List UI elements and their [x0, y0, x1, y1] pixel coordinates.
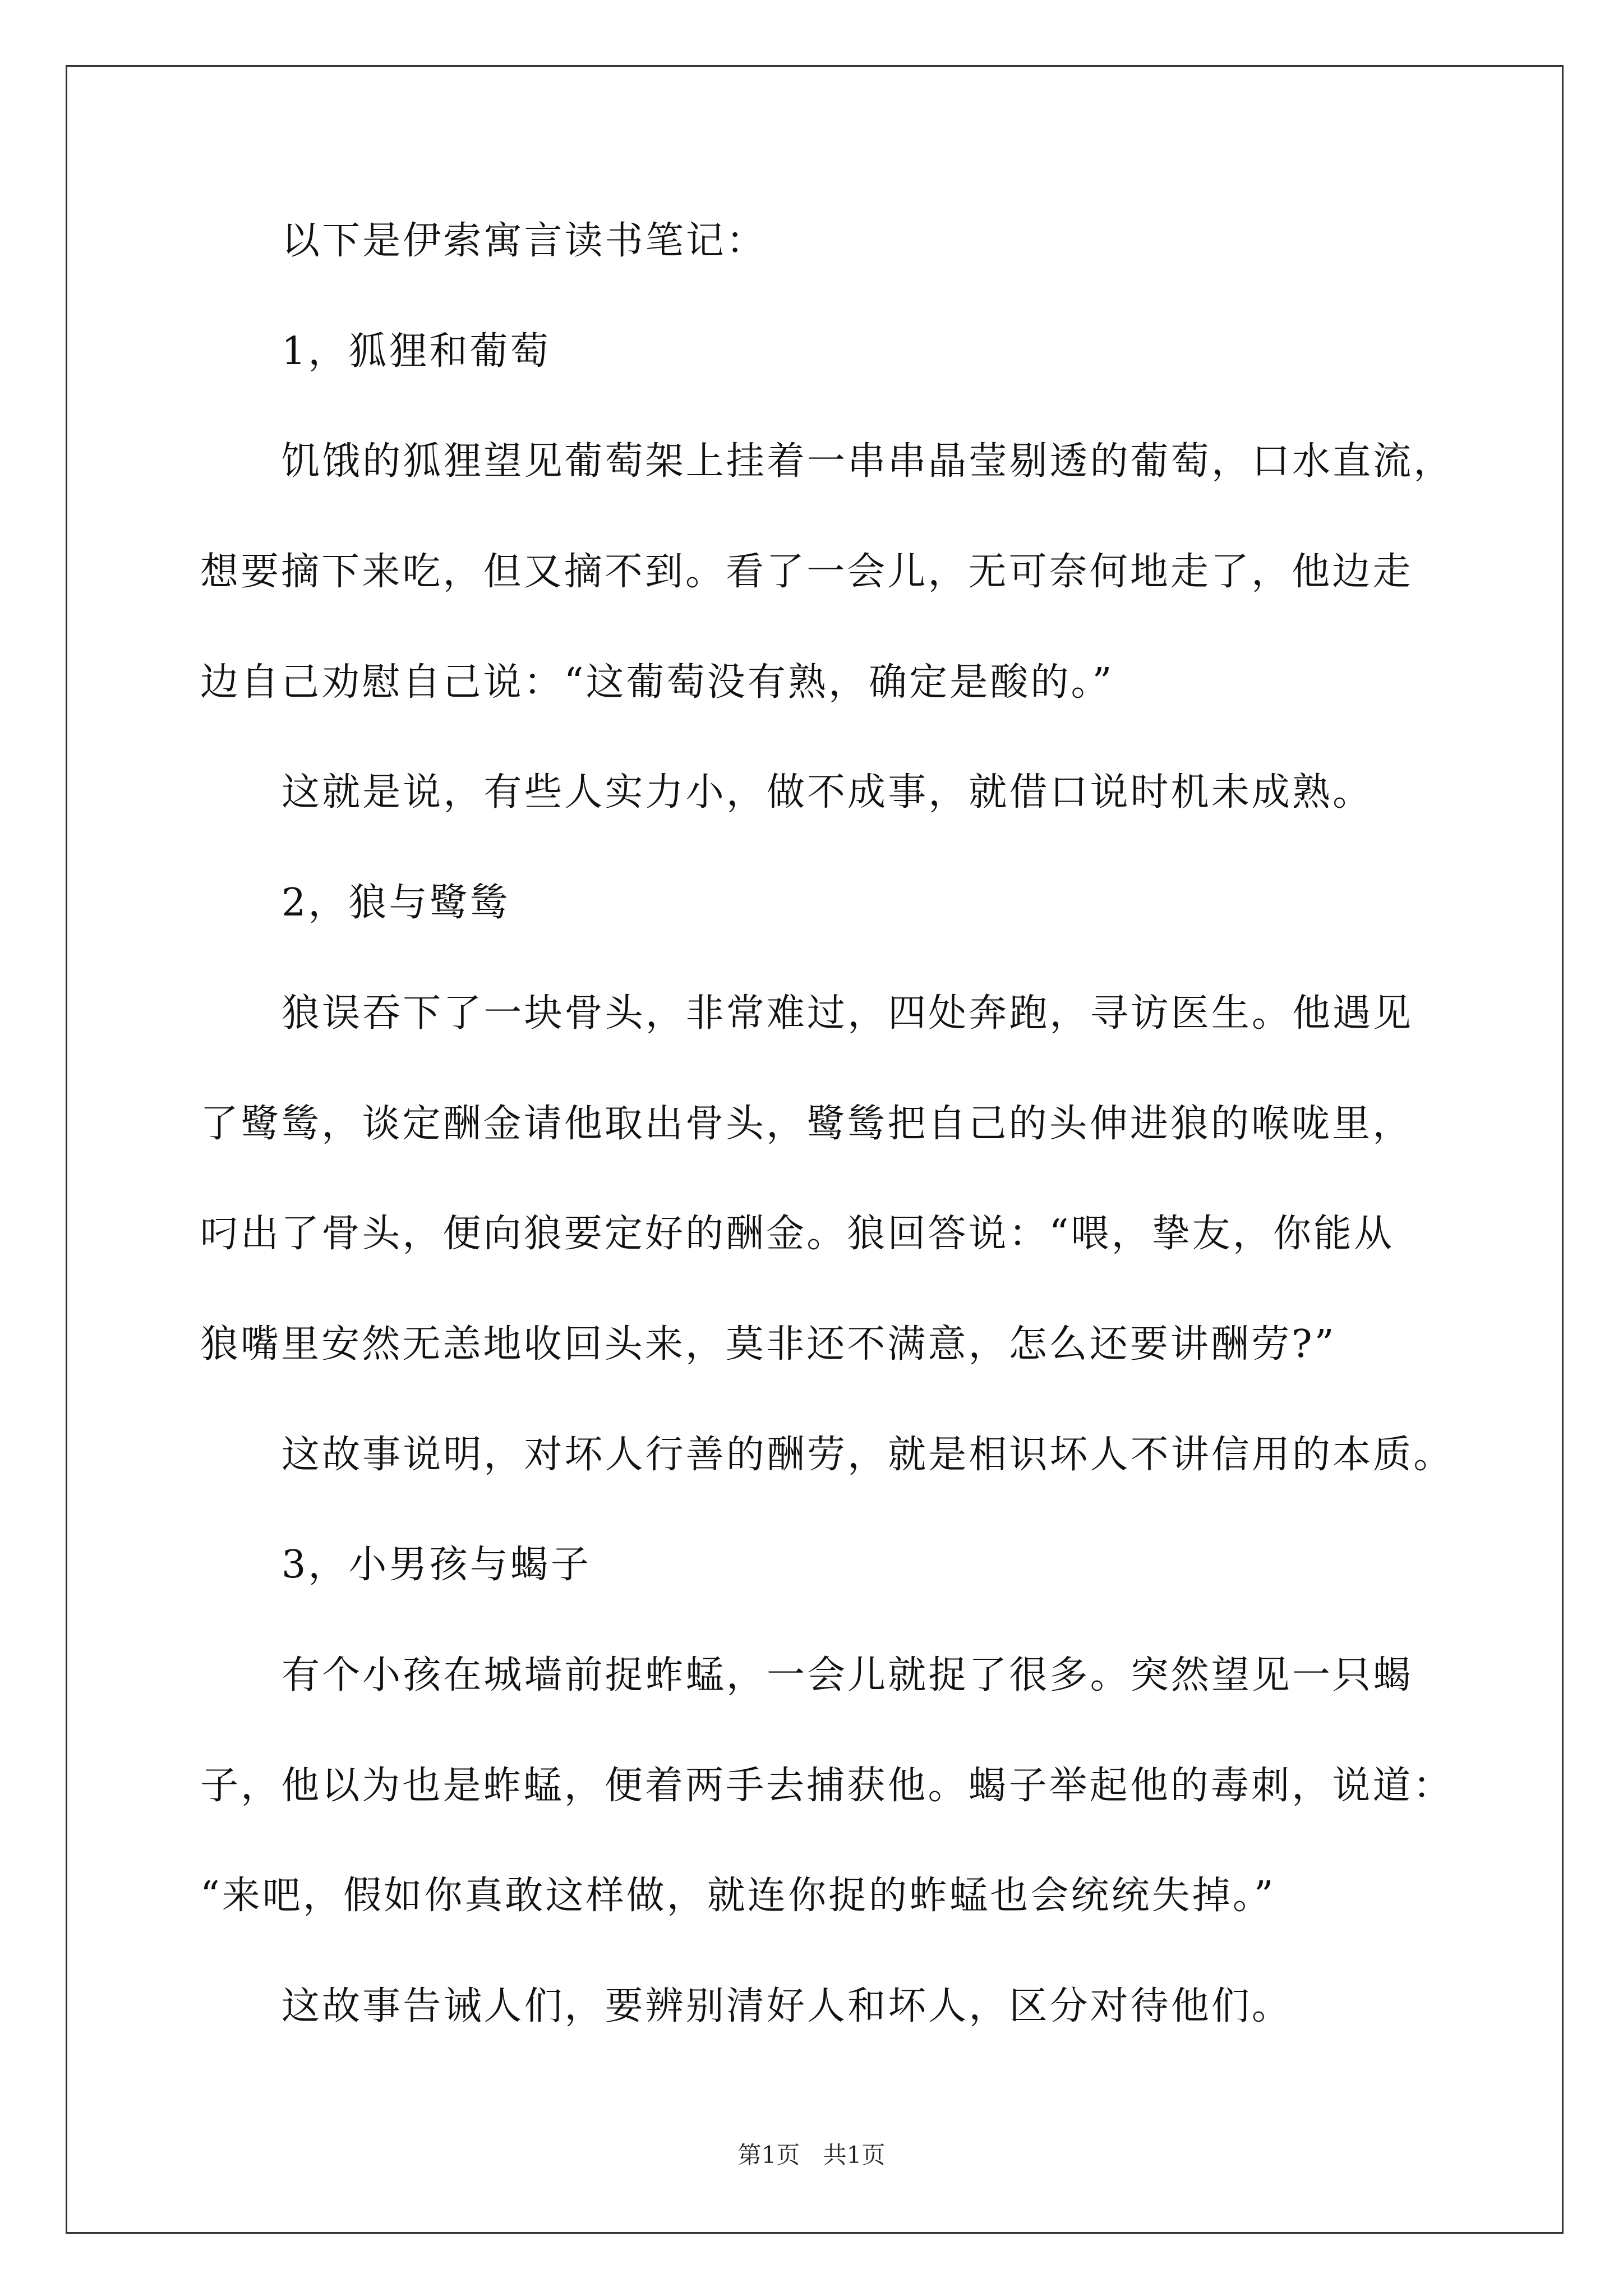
paragraph-line: 这就是说，有些人实力小，做不成事，就借口说时机未成熟。 — [282, 770, 1373, 815]
paragraph-line: 子，他以为也是蚱蜢，便着两手去捕获他。蝎子举起他的毒刺，说道： — [200, 1764, 1454, 1808]
paragraph-line: 了鹭鸶，谈定酬金请他取出骨头，鹭鸶把自己的头伸进狼的喉咙里， — [200, 1102, 1413, 1146]
section-heading-3: 3，小男孩与蝎子 — [282, 1543, 591, 1587]
paragraph-line: 狼误吞下了一块骨头，非常难过，四处奔跑，寻访医生。他遇见 — [282, 991, 1414, 1036]
section-heading-2: 2，狼与鹭鸶 — [282, 881, 510, 925]
page-footer — [0, 2138, 1623, 2172]
current-page-label: 第1页 — [737, 2141, 800, 2169]
paragraph-line: “来吧，假如你真敢这样做，就连你捉的蚱蜢也会统统失掉。” — [200, 1874, 1276, 1918]
paragraph-line: 这故事说明，对坏人行善的酬劳，就是相识坏人不讲信用的本质。 — [282, 1433, 1454, 1477]
section-heading-1: 1，狐狸和葡萄 — [282, 329, 551, 374]
total-pages-label: 共1页 — [823, 2141, 886, 2169]
intro-line: 以下是伊索寓言读书笔记： — [282, 219, 767, 263]
paragraph-line: 狼嘴里安然无恙地收回头来，莫非还不满意，怎么还要讲酬劳?” — [200, 1322, 1336, 1366]
paragraph-line: 想要摘下来吃，但又摘不到。看了一会儿，无可奈何地走了，他边走 — [200, 550, 1413, 594]
paragraph-line: 饥饿的狐狸望见葡萄架上挂着一串串晶莹剔透的葡萄，口水直流， — [282, 439, 1454, 484]
paragraph-line: 边自己劝慰自己说：“这葡萄没有熟，确定是酸的。” — [200, 660, 1114, 705]
paragraph-line: 这故事告诫人们，要辨别清好人和坏人，区分对待他们。 — [282, 1984, 1293, 2028]
paragraph-line: 叼出了骨头，便向狼要定好的酬金。狼回答说：“喂，挚友，你能从 — [200, 1212, 1395, 1256]
paragraph-line: 有个小孩在城墙前捉蚱蜢，一会儿就捉了很多。突然望见一只蝎 — [282, 1653, 1414, 1697]
